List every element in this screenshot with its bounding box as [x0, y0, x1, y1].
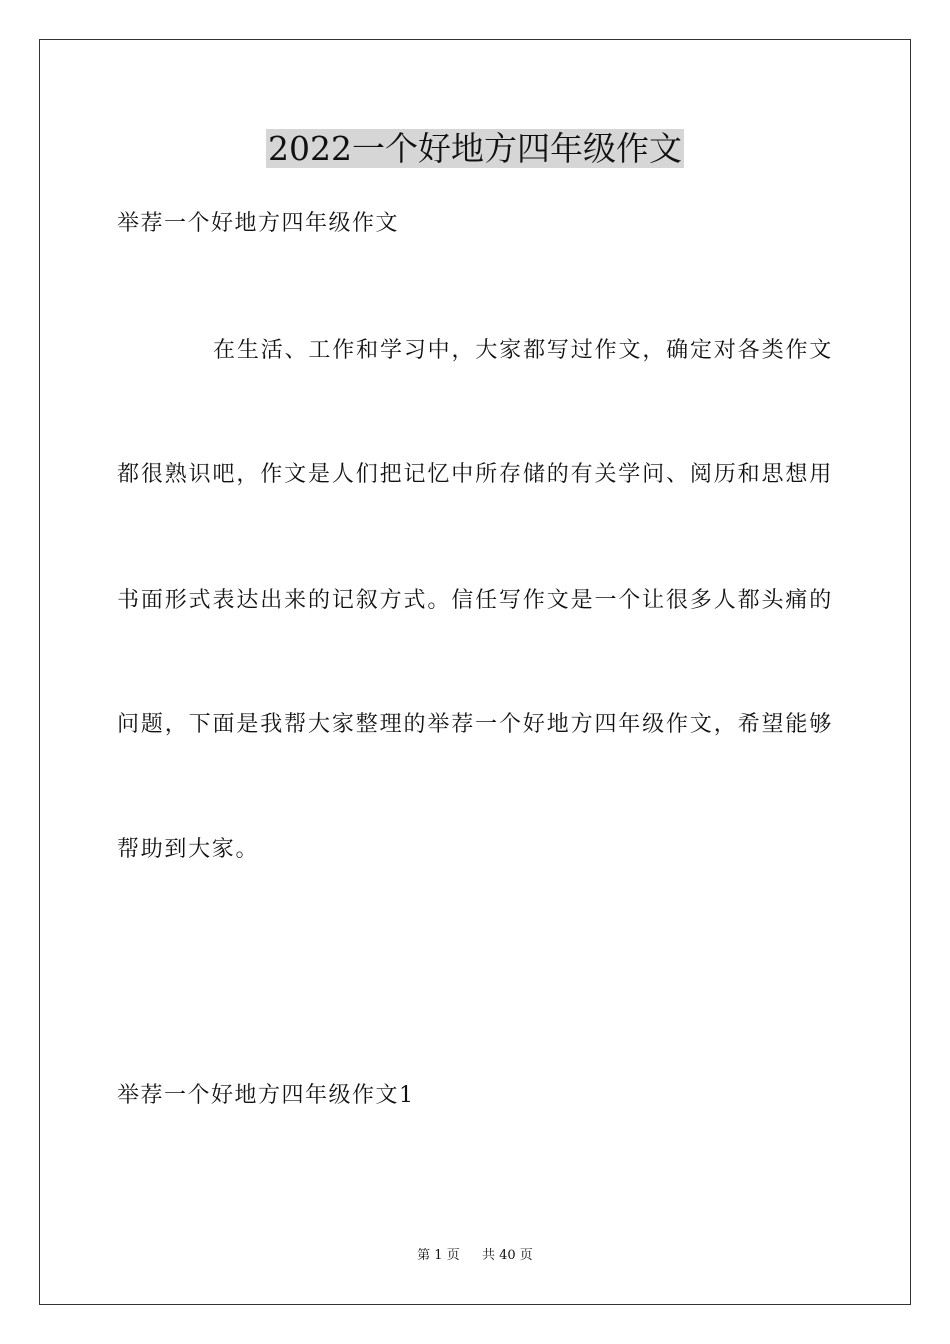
intro-line-5: 帮助到大家。 [117, 837, 260, 862]
page-number: 第 1 页 [417, 1248, 460, 1263]
document-subtitle: 举荐一个好地方四年级作文 [117, 211, 400, 236]
document-title-text: 2022一个好地方四年级作文 [268, 129, 682, 168]
intro-line-3: 书面形式表达出来的记叙方式。信任写作文是一个让很多人都头痛的 [117, 588, 833, 613]
intro-line-2: 都很熟识吧，作文是人们把记忆中所存储的有关学问、阅历和思想用 [117, 462, 833, 487]
section-heading: 举荐一个好地方四年级作文1 [117, 1083, 415, 1108]
intro-line-1: 在生活、工作和学习中，大家都写过作文，确定对各类作文 [213, 338, 833, 363]
document-title [0, 127, 950, 171]
page-total: 共 40 页 [482, 1248, 533, 1263]
intro-line-4: 问题，下面是我帮大家整理的举荐一个好地方四年级作文，希望能够 [117, 712, 833, 737]
page-footer [0, 1247, 950, 1265]
